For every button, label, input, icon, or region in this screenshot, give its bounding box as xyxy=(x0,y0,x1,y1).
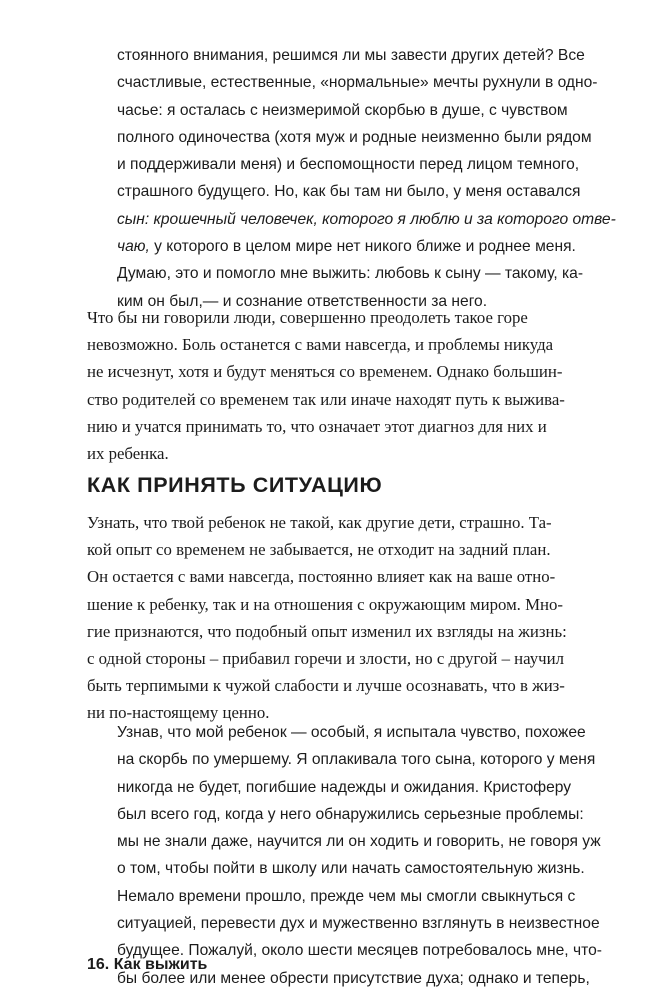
quote-block-top xyxy=(117,42,637,315)
quote-top-line: страшного будущего. Но, как бы там ни было, у меня оставался xyxy=(117,183,581,201)
section-line: шение к ребенку, так и на отношения с окружающим миром. Мно- xyxy=(87,594,563,614)
intro-line: невозможно. Боль останется с вами навсегда, и проблемы никуда xyxy=(87,335,554,355)
quote-bottom-line: Немало времени прошло, прежде чем мы смогли свыкнуться с xyxy=(117,887,576,905)
quote-top-line: ким он был,— и сознание ответственности за него. xyxy=(117,292,488,310)
quote-bottom-line: на скорбь по умершему. Я оплакивала того сына, которого у меня xyxy=(117,751,596,769)
quote-top-line: стоянного внимания, решимся ли мы завести других детей? Все xyxy=(117,47,585,64)
italic-emphasis-end: чаю, xyxy=(117,238,150,256)
quote-top-line-italic xyxy=(117,206,637,233)
section-line: гие признаются, что подобный опыт изменил их взгляды на жизнь: xyxy=(87,621,567,641)
intro-paragraph xyxy=(87,304,637,467)
quote-block-bottom xyxy=(117,719,639,992)
quote-bottom-line: бы более или менее обрести присутствие духа; однако и теперь, xyxy=(117,969,590,987)
quote-top-line: полного одиночества (хотя муж и родные неизменно были рядом xyxy=(117,128,592,146)
quote-top-line-rest: у которого в целом мире нет никого ближе и роднее меня. xyxy=(149,238,576,256)
intro-line: нию и учатся принимать то, что означает этот диагноз для них и xyxy=(87,416,547,436)
section-line: Он остается с вами навсегда, постоянно влияет как на ваше отно- xyxy=(87,567,556,587)
section-line: кой опыт со временем не забывается, не отходит на задний план. xyxy=(87,540,551,560)
intro-line: ство родителей со временем так или иначе находят путь к выжива- xyxy=(87,389,565,409)
quote-bottom-line: мы не знали даже, научится ли он ходить и говорить, не говоря уж xyxy=(117,833,601,851)
intro-line: их ребенка. xyxy=(87,444,169,464)
section-paragraph xyxy=(87,509,637,727)
page-number: 16. xyxy=(87,956,110,973)
section-line: ни по-настоящему ценно. xyxy=(87,703,270,723)
quote-bottom-line: был всего год, когда у него обнаружились серьезные проблемы: xyxy=(117,805,584,823)
quote-bottom-line: Узнав, что мой ребенок — особый, я испытала чувство, похожее xyxy=(117,724,586,741)
quote-top-line-mixed xyxy=(117,233,637,260)
quote-top-line: и поддерживали меня) и беспомощности перед лицом темного, xyxy=(117,156,580,174)
quote-bottom-line: ситуацией, перевести дух и мужественно взглянуть в неизвестное xyxy=(117,915,600,933)
quote-bottom-line: никогда не будет, погибшие надежды и ожидания. Кристоферу xyxy=(117,778,572,796)
section-line: Узнать, что твой ребенок не такой, как другие дети, страшно. Та- xyxy=(87,513,552,532)
page-footer xyxy=(87,954,207,976)
italic-emphasis: сын: крошечный человечек, которого я люблю и за которого отве- xyxy=(117,210,616,228)
quote-bottom-line: будущее. Пожалуй, около шести месяцев потребовалось мне, что- xyxy=(117,942,602,960)
intro-line: не исчезнут, хотя и будут меняться со временем. Однако большин- xyxy=(87,362,563,382)
quote-bottom-line: о том, чтобы пойти в школу или начать самостоятельную жизнь. xyxy=(117,860,585,878)
section-heading: КАК ПРИНЯТЬ СИТУАЦИЮ xyxy=(87,473,383,497)
quote-top-line: часье: я осталась с неизмеримой скорбью в душе, с чувством xyxy=(117,101,568,119)
section-line: с одной стороны – прибавил горечи и злости, но с другой – научил xyxy=(87,649,564,669)
intro-line: Что бы ни говорили люди, совершенно преодолеть такое горе xyxy=(87,308,528,327)
running-title: Как выжить xyxy=(113,956,208,973)
section-line: быть терпимыми к чужой слабости и лучше осознавать, что в жиз- xyxy=(87,676,565,696)
quote-top-line: Думаю, это и помогло мне выжить: любовь к сыну — такому, ка- xyxy=(117,265,584,283)
quote-top-line: счастливые, естественные, «нормальные» мечты рухнули в одно- xyxy=(117,74,598,92)
